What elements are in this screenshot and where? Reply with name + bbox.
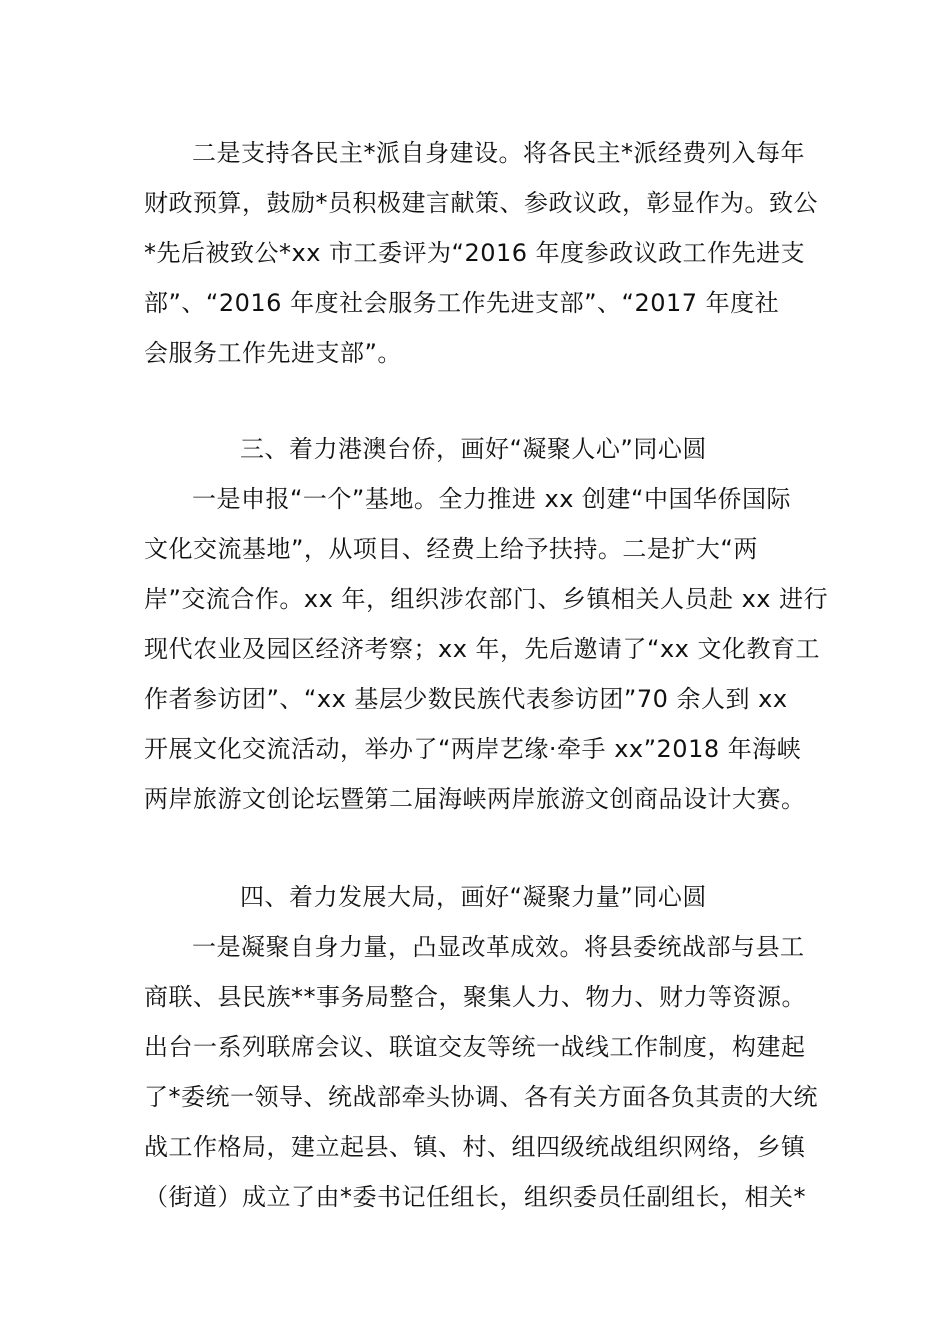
paragraph-line: 出台一系列联席会议、联谊交友等统一战线工作制度，构建起 (144, 1033, 806, 1061)
paragraph-line: 现代农业及园区经济考察；xx 年，先后邀请了“xx 文化教育工 (144, 635, 821, 663)
paragraph-line: 财政预算，鼓励*员积极建言献策、参政议政，彰显作为。致公 (144, 189, 818, 217)
paragraph-line: 一是凝聚自身力量，凸显改革成效。将县委统战部与县工 (192, 933, 805, 961)
paragraph-development (144, 922, 818, 1222)
paragraph-line: 二是支持各民主*派自身建设。将各民主*派经费列入每年 (192, 139, 805, 167)
paragraph-line: 了*委统一领导、统战部牵头协调、各有关方面各负其责的大统 (144, 1083, 818, 1111)
paragraph-line: 部”、“2016 年度社会服务工作先进支部”、“2017 年度社 (144, 289, 780, 317)
paragraph-hk-macao-taiwan (144, 474, 829, 824)
paragraph-line: *先后被致公*xx 市工委评为“2016 年度参政议政工作先进支 (144, 239, 806, 267)
section-heading-three: 三、着力港澳台侨，画好“凝聚人心”同心圆 (240, 435, 707, 463)
paragraph-line: 开展文化交流活动，举办了“两岸艺缘·牵手 xx”2018 年海峡 (144, 735, 802, 763)
paragraph-line: 战工作格局，建立起县、镇、村、组四级统战组织网络，乡镇 (144, 1133, 806, 1161)
paragraph-line: 文化交流基地”，从项目、经费上给予扶持。二是扩大“两 (144, 535, 758, 563)
paragraph-line: 会服务工作先进支部”。 (144, 339, 402, 367)
paragraph-line: 商联、县民族**事务局整合，聚集人力、物力、财力等资源。 (144, 983, 806, 1011)
paragraph-line: 岸”交流合作。xx 年，组织涉农部门、乡镇相关人员赴 xx 进行 (144, 585, 829, 613)
paragraph-party-building (144, 128, 818, 378)
paragraph-line: 一是申报“一个”基地。全力推进 xx 创建“中国华侨国际 (192, 485, 791, 513)
paragraph-line: （街道）成立了由*委书记任组长，组织委员任副组长，相关* (144, 1183, 806, 1211)
paragraph-line: 作者参访团”、“xx 基层少数民族代表参访团”70 余人到 xx (144, 685, 788, 713)
paragraph-line: 两岸旅游文创论坛暨第二届海峡两岸旅游文创商品设计大赛。 (144, 785, 806, 813)
section-heading-four: 四、着力发展大局，画好“凝聚力量”同心圆 (240, 883, 707, 911)
